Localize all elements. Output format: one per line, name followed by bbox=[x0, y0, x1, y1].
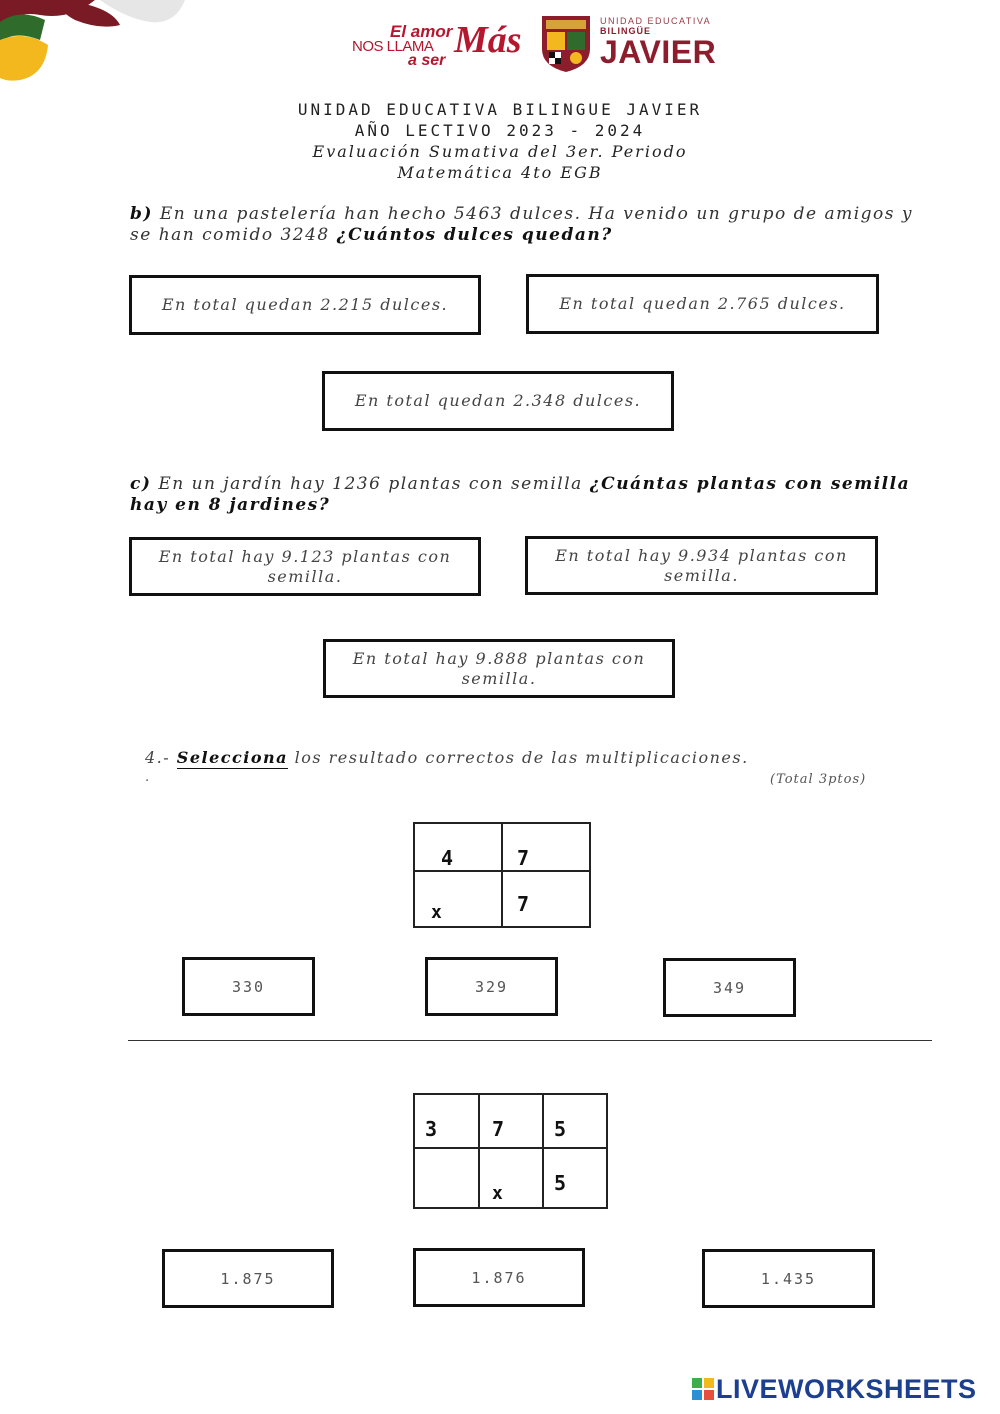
answer-option-c-2[interactable]: En total hay 9.934 plantas con semilla. bbox=[525, 536, 878, 595]
mult1-digit: 7 bbox=[517, 892, 530, 916]
answer-option-mult1-3[interactable]: 349 bbox=[663, 958, 796, 1017]
question-c-question: ¿Cuántas plantas con semilla hay en 8 jardines? bbox=[130, 474, 911, 515]
slogan-logo bbox=[350, 19, 530, 72]
multiply-sign: x bbox=[492, 1183, 503, 1204]
question-4-points: (Total 3ptos) bbox=[770, 772, 867, 787]
answer-option-mult1-2[interactable]: 329 bbox=[425, 957, 558, 1016]
mult2-digit: 5 bbox=[554, 1117, 567, 1141]
answer-option-c-1[interactable]: En total hay 9.123 plantas con semilla. bbox=[129, 537, 481, 596]
header-evaluation-title: Evaluación Sumativa del 3er. Periodo bbox=[312, 142, 688, 161]
question-c-statement: En un jardín hay 1236 plantas con semilla bbox=[158, 474, 583, 494]
liveworksheets-brand: LIVEWORKSHEETS bbox=[716, 1374, 977, 1404]
question-b-label: b) bbox=[130, 204, 153, 224]
answer-option-b-3[interactable]: En total quedan 2.348 dulces. bbox=[322, 371, 674, 431]
answer-option-mult2-1[interactable]: 1.875 bbox=[162, 1249, 334, 1308]
header-school-year: AÑO LECTIVO 2023 - 2024 bbox=[354, 121, 646, 140]
question-b-text bbox=[130, 204, 930, 246]
mult1-digit: 4 bbox=[441, 846, 454, 870]
school-crest-icon bbox=[540, 14, 592, 74]
header-school-title: UNIDAD EDUCATIVA BILINGUE JAVIER bbox=[297, 100, 703, 119]
question-4-text bbox=[145, 748, 749, 767]
question-4-keyword: Selecciona bbox=[176, 748, 288, 767]
slogan-line-4: Más bbox=[454, 19, 522, 61]
answer-option-mult2-3[interactable]: 1.435 bbox=[702, 1249, 875, 1308]
slogan-line-3: a ser bbox=[408, 52, 446, 69]
answer-option-c-3[interactable]: En total hay 9.888 plantas con semilla. bbox=[323, 639, 675, 698]
multiply-sign: x bbox=[431, 902, 442, 923]
school-logo-line-2: BILINGÜE bbox=[600, 26, 652, 36]
liveworksheets-icon bbox=[692, 1378, 714, 1400]
question-c-label: c) bbox=[130, 474, 152, 494]
liveworksheets-logo bbox=[692, 1374, 977, 1404]
answer-option-b-1[interactable]: En total quedan 2.215 dulces. bbox=[129, 275, 481, 335]
slogan-line-1: El amor bbox=[390, 22, 453, 41]
question-4-number: 4.- bbox=[145, 748, 171, 767]
question-4-dot: . bbox=[145, 770, 150, 785]
question-b-statement: En una pastelería han hecho 5463 dulces. Ha venido un grupo de amigos y se han comido 3248 bbox=[130, 204, 913, 245]
mult2-digit: 3 bbox=[425, 1117, 438, 1141]
multiplication-grid-2 bbox=[413, 1093, 608, 1209]
section-divider bbox=[128, 1040, 932, 1041]
slogan-line-2: NOS LLAMA bbox=[352, 38, 434, 55]
multiplication-grid-1 bbox=[413, 822, 591, 928]
mult1-digit: 7 bbox=[517, 846, 530, 870]
answer-option-mult1-1[interactable]: 330 bbox=[182, 957, 315, 1016]
school-logo-line-1: UNIDAD EDUCATIVA bbox=[600, 16, 712, 26]
question-4-statement: los resultado correctos de las multiplicaciones. bbox=[294, 748, 749, 767]
question-b-question: ¿Cuántos dulces quedan? bbox=[336, 225, 613, 245]
school-logo-name: JAVIER bbox=[600, 34, 717, 70]
mult2-digit: 7 bbox=[492, 1117, 505, 1141]
answer-option-b-2[interactable]: En total quedan 2.765 dulces. bbox=[526, 274, 879, 334]
question-c-text bbox=[130, 474, 922, 516]
corner-decoration bbox=[0, 0, 200, 110]
answer-option-mult2-2[interactable]: 1.876 bbox=[413, 1248, 585, 1307]
school-logo-text bbox=[600, 16, 760, 72]
header-subject: Matemática 4to EGB bbox=[397, 163, 603, 182]
mult2-digit: 5 bbox=[554, 1171, 567, 1195]
